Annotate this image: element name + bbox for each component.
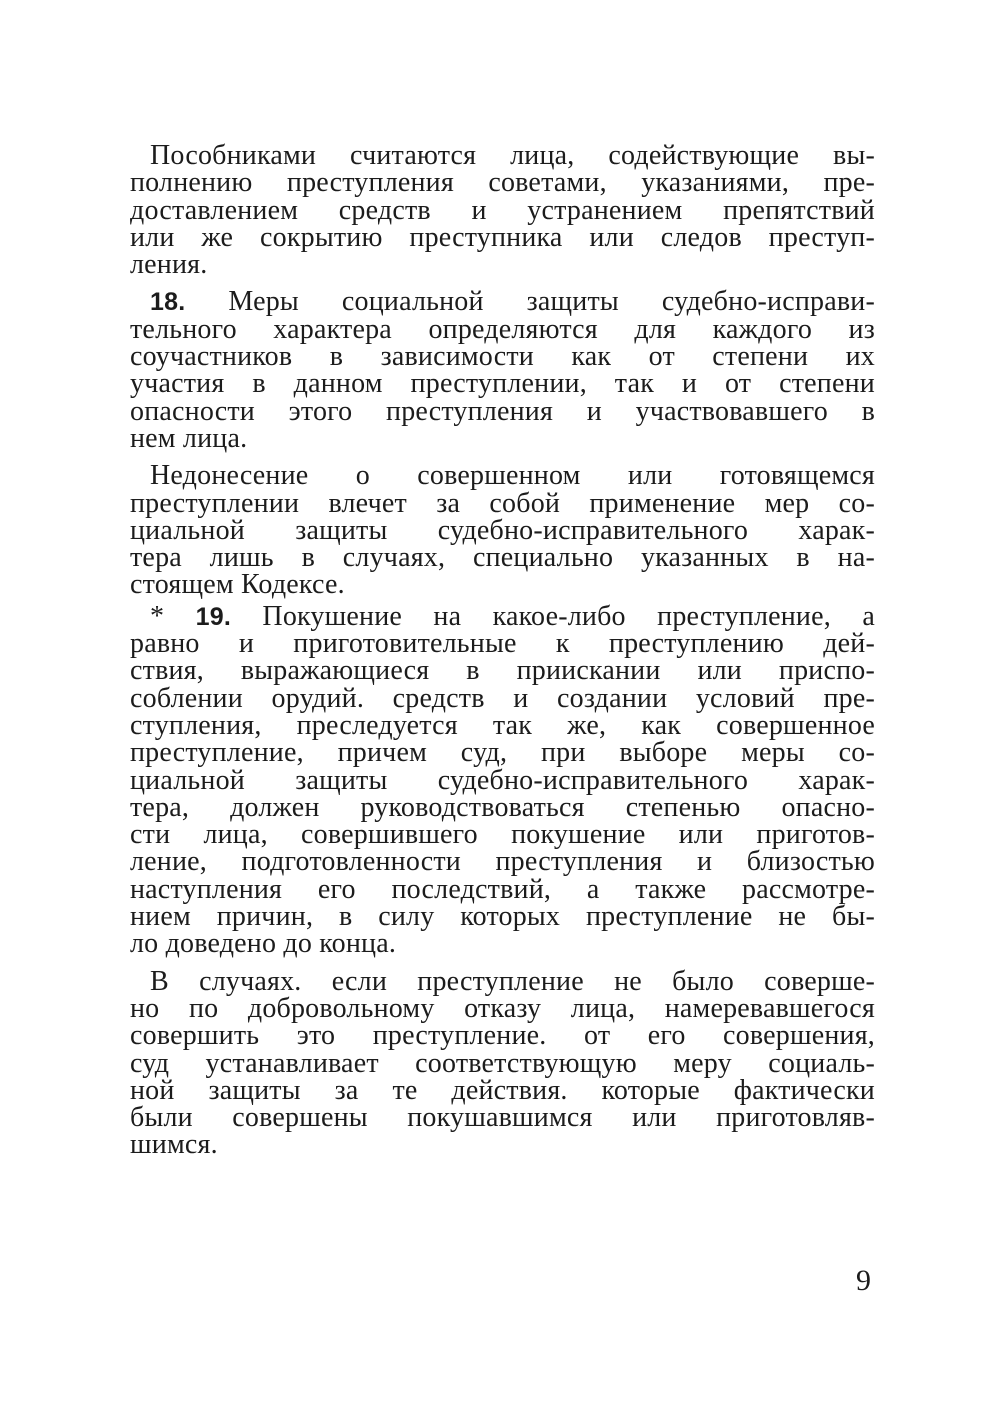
text-line: суд устанавливает соответствующую меру социаль-: [130, 1047, 875, 1079]
text-line: ло доведено до конца.: [130, 928, 397, 960]
text-line: но по добровольному отказу лица, намеревавшегося: [130, 992, 875, 1024]
text-line: участия в данном преступлении, так и от степени: [130, 368, 875, 400]
text-line: [130, 600, 875, 632]
article-number: 19.: [195, 602, 231, 631]
paragraph-voluntary-refusal: [130, 965, 875, 1161]
text-line: равно и приготовительные к преступлению дей-: [130, 628, 875, 660]
text-line: стоящем Кодексе.: [130, 569, 345, 601]
article-number: 18.: [150, 288, 186, 317]
text-line: ной защиты за те действия. которые фактически: [130, 1074, 875, 1106]
text-line: соблении орудий. средств и создании условий пре-: [130, 682, 875, 714]
amendment-asterisk: *: [150, 600, 196, 632]
text-line: полнению преступления советами, указаниями, пре-: [130, 167, 875, 199]
text-line: ления.: [130, 249, 208, 281]
text-line: тера лишь в случаях, специально указанных в на-: [130, 542, 875, 574]
text-line: опасности этого преступления и участвовавшего в: [130, 395, 875, 427]
text-line: ступления, преследуется так же, как совершенное: [130, 709, 875, 741]
text-line: или же сокрытию преступника или следов преступ-: [130, 221, 875, 253]
paragraph-non-reporting: [130, 460, 875, 601]
text-line: ление, подготовленности преступления и близостью: [130, 846, 875, 878]
text-line: преступление, причем суд, при выборе меры со-: [130, 737, 875, 769]
text-line: нием причин, в силу которых преступление не бы-: [130, 901, 875, 933]
text-line: Недонесение о совершенном или готовящемся: [150, 460, 875, 492]
text-line: [130, 286, 875, 318]
article-text: Меры социальной защиты судебно-исправи-: [185, 286, 875, 318]
article-18: [130, 288, 875, 452]
text-line: соучастников в зависимости как от степени их: [130, 341, 875, 373]
text-line: циальной защиты судебно-исправительного харак-: [130, 764, 875, 796]
page-body: [130, 142, 875, 1159]
text-line: совершить это преступление. от его совершения,: [130, 1020, 875, 1052]
text-line: тера, должен руководствоваться степенью опасно-: [130, 791, 875, 823]
text-line: ствия, выражающиеся в приискании или приспо-: [130, 655, 875, 687]
article-19: [130, 600, 875, 960]
article-text: Покушение на какое-либо преступление, а: [230, 600, 875, 632]
page-number: 9: [856, 1264, 871, 1297]
text-line: В случаях. если преступление не было соверше-: [150, 965, 875, 997]
text-line: доставлением средств и устранением препятствий: [130, 194, 875, 226]
text-line: циальной защиты судебно-исправительного харак-: [130, 514, 875, 546]
text-line: шимся.: [130, 1129, 218, 1161]
text-line: тельного характера определяются для каждого из: [130, 313, 875, 345]
text-line: были совершены покушавшимся или приготовляв-: [130, 1102, 875, 1134]
text-line: нем лица.: [130, 422, 248, 454]
text-line: Пособниками считаются лица, содействующие вы-: [150, 140, 875, 171]
text-line: сти лица, совершившего покушение или приготов-: [130, 819, 875, 851]
paragraph-accomplices: [130, 140, 875, 281]
text-line: преступлении влечет за собой применение мер со-: [130, 487, 875, 519]
text-line: наступления его последствий, а также рассмотре-: [130, 873, 875, 905]
